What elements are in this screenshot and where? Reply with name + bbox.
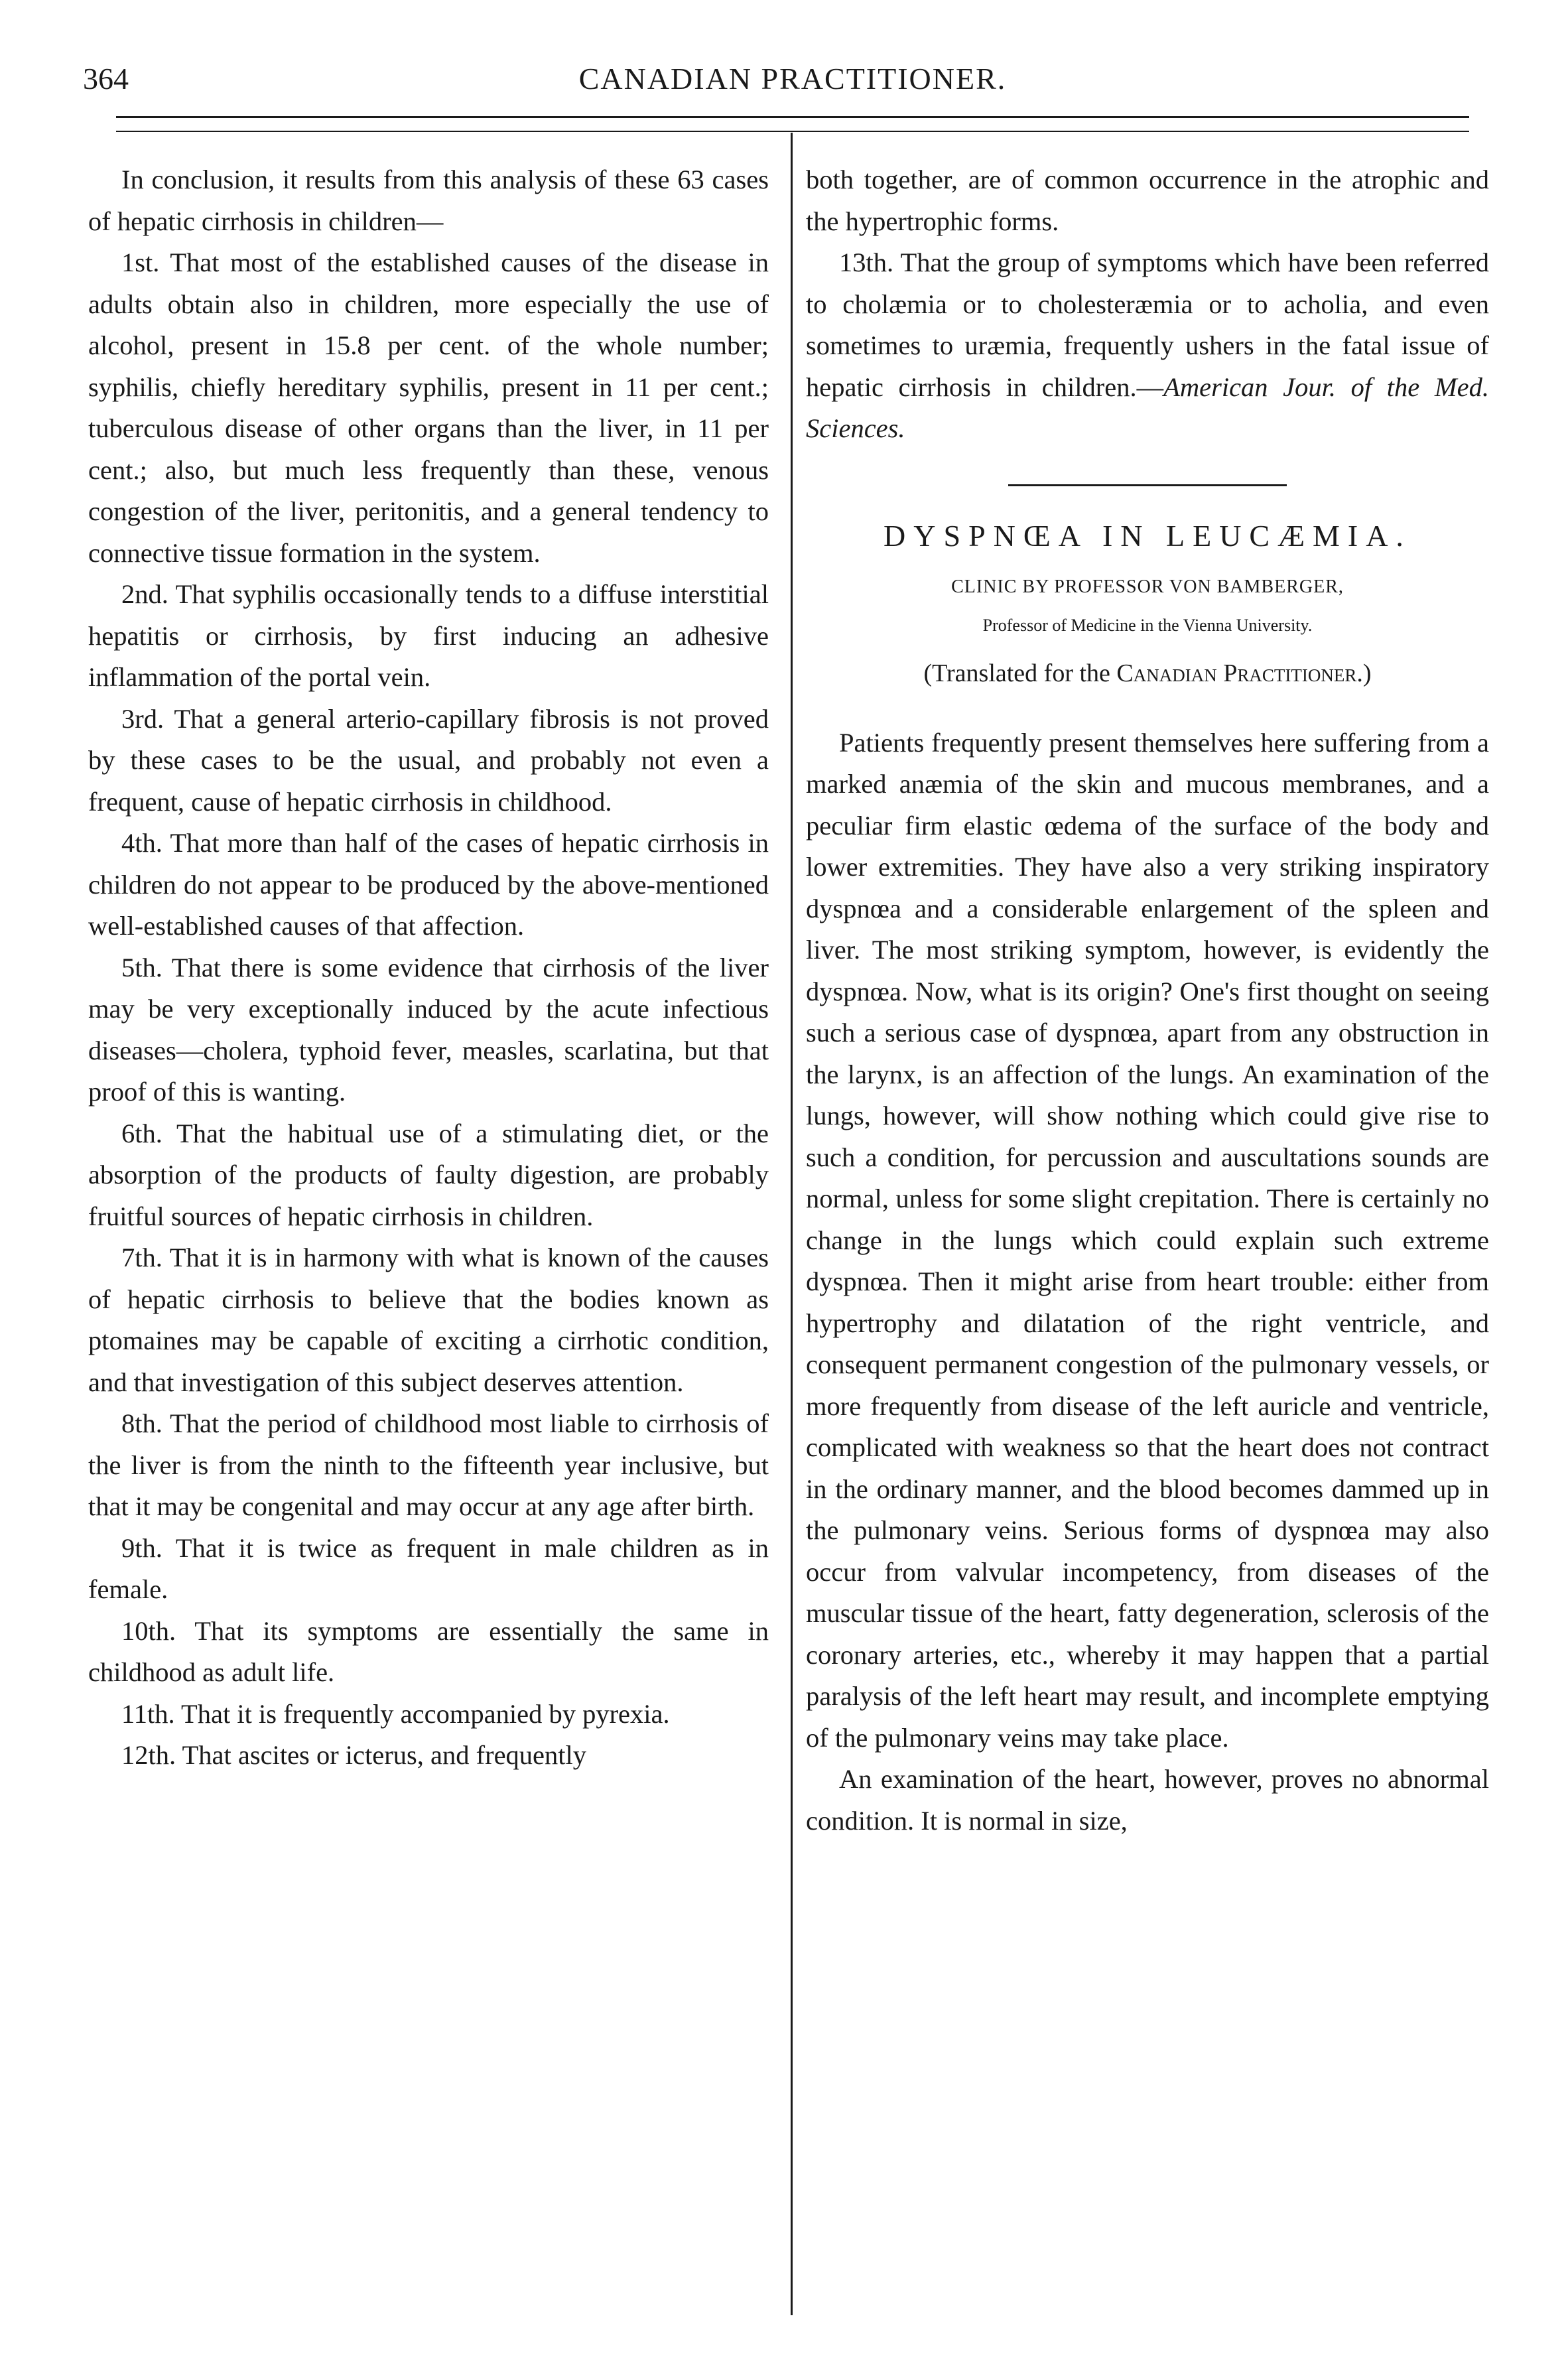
article-byline: CLINIC BY PROFESSOR VON BAMBERGER, xyxy=(951,576,1344,597)
article-title: DYSPNŒA IN LEUCÆMIA. xyxy=(883,518,1411,553)
para-13-text: 13th. That the group of symptoms which have been referred to cholæmia or to cholesteræmia or to acholia, and even sometimes to uræmia, frequently ushers in the fatal issue of hepatic cirrhosis in children.— xyxy=(806,247,1489,402)
section-divider xyxy=(1008,484,1287,486)
citation: American Jour. of the Med. Sciences. xyxy=(806,371,1489,443)
author-affiliation: Professor of Medicine in the Vienna University. xyxy=(982,615,1313,635)
paragraph: 6th. That the habitual use of a stimulating diet, or the absorption of the products of faulty digestion, are probably fruitful sources of hepatic cirrhosis in children. xyxy=(88,1118,769,1231)
paragraph: 7th. That it is in harmony with what is known of the causes of hepatic cirrhosis to believe that the bodies known as ptomaines may be capable of exciting a cirrhotic condition, and that investigation of this subject deserves attention. xyxy=(88,1243,769,1397)
running-title: CANADIAN PRACTITIONER. xyxy=(578,62,1007,96)
translation-note-journal: Canadian Practitioner xyxy=(1116,659,1357,687)
translation-note xyxy=(806,653,1489,693)
paragraph: 5th. That there is some evidence that cirrhosis of the liver may be very exceptionally induced by the acute infectious diseases—cholera, typhoid fever, measles, scarlatina, but that proof of this is wanting. xyxy=(88,952,769,1107)
paragraph xyxy=(806,242,1489,450)
paragraph: 4th. That more than half of the cases of hepatic cirrhosis in children do not appear to be produced by the above-mentioned well-established causes of that affection. xyxy=(88,828,769,941)
paragraph: 9th. That it is twice as frequent in male children as in female. xyxy=(88,1532,769,1604)
page-number: 364 xyxy=(83,62,129,96)
paragraph: 11th. That it is frequently accompanied by pyrexia. xyxy=(121,1698,670,1729)
translation-note-suffix: .) xyxy=(1356,659,1372,687)
paragraph: Patients frequently present themselves here suffering from a marked anæmia of the skin and mucous membranes, and a peculiar firm elastic œdema of the surface of the body and lower extremities. They have also a very striking inspiratory dyspnœa and a considerable enlargement of the spleen and liver. The most striking symptom, however, is evidently the dyspnœa. Now, what is its origin? One's first thought on seeing such a serious case of dyspnœa, apart from any obstruction in the larynx, is an affection of the lungs. An examination of the lungs, however, will show nothing which could give rise to such a condition, for percussion and auscultations sounds are normal, unless for some slight crepitation. There is certainly no change in the lungs which could explain such extreme dyspnœa. Then it might arise from heart trouble: either from hypertrophy and dilatation of the right ventricle, and consequent permanent congestion of the pulmonary vessels, or more frequently from disease of the left auricle and ventricle, complicated with weakness so that the heart does not contract in the ordinary manner, and the blood becomes dammed up in the pulmonary veins. Serious forms of dyspnœa may also occur from valvular incompetency, from diseases of the muscular tissue of the heart, fatty degeneration, sclerosis of the coronary arteries, etc., whereby it may happen that a partial paralysis of the left heart may result, and incomplete emptying of the pulmonary veins may take place. xyxy=(806,727,1489,1753)
paragraph: 3rd. That a general arterio-capillary fibrosis is not proved by these cases to be the usual, and probably not even a frequent, cause of hepatic cirrhosis in childhood. xyxy=(88,703,769,817)
paragraph: 10th. That its symptoms are essentially the same in childhood as adult life. xyxy=(88,1615,769,1687)
paragraph: 8th. That the period of childhood most liable to cirrhosis of the liver is from the ninth to the fifteenth year inclusive, but that it may be congenital and may occur at any age after birth. xyxy=(88,1408,769,1521)
paragraph: 12th. That ascites or icterus, and frequently xyxy=(121,1740,587,1770)
column-divider xyxy=(791,133,793,2315)
left-column xyxy=(88,159,769,1777)
right-column xyxy=(806,159,1489,1842)
page-header xyxy=(83,61,1502,101)
header-rule-bottom xyxy=(116,131,1469,132)
paragraph: In conclusion, it results from this analysis of these 63 cases of hepatic cirrhosis in children— xyxy=(88,165,769,236)
continuation-paragraph: both together, are of common occurrence in the atrophic and the hypertrophic forms. xyxy=(806,165,1489,236)
paragraph: 2nd. That syphilis occasionally tends to a diffuse interstitial hepatitis or cirrhosis, by first inducing an adhesive inflammation of the portal vein. xyxy=(88,579,769,692)
translation-note-prefix: (Translated for the xyxy=(923,659,1117,687)
header-rule-top xyxy=(116,116,1469,118)
paragraph: An examination of the heart, however, proves no abnormal condition. It is normal in size, xyxy=(806,1764,1489,1836)
paragraph: 1st. That most of the established causes of the disease in adults obtain also in children, more especially the use of alcohol, present in 15.8 per cent. of the whole number; syphilis, chiefly hereditary syphilis, present in 11 per cent.; tuberculous disease of other organs than the liver, in 11 per cent.; also, but much less frequently than these, venous congestion of the liver, peritonitis, and a general tendency to connective tissue formation in the system. xyxy=(88,247,769,568)
